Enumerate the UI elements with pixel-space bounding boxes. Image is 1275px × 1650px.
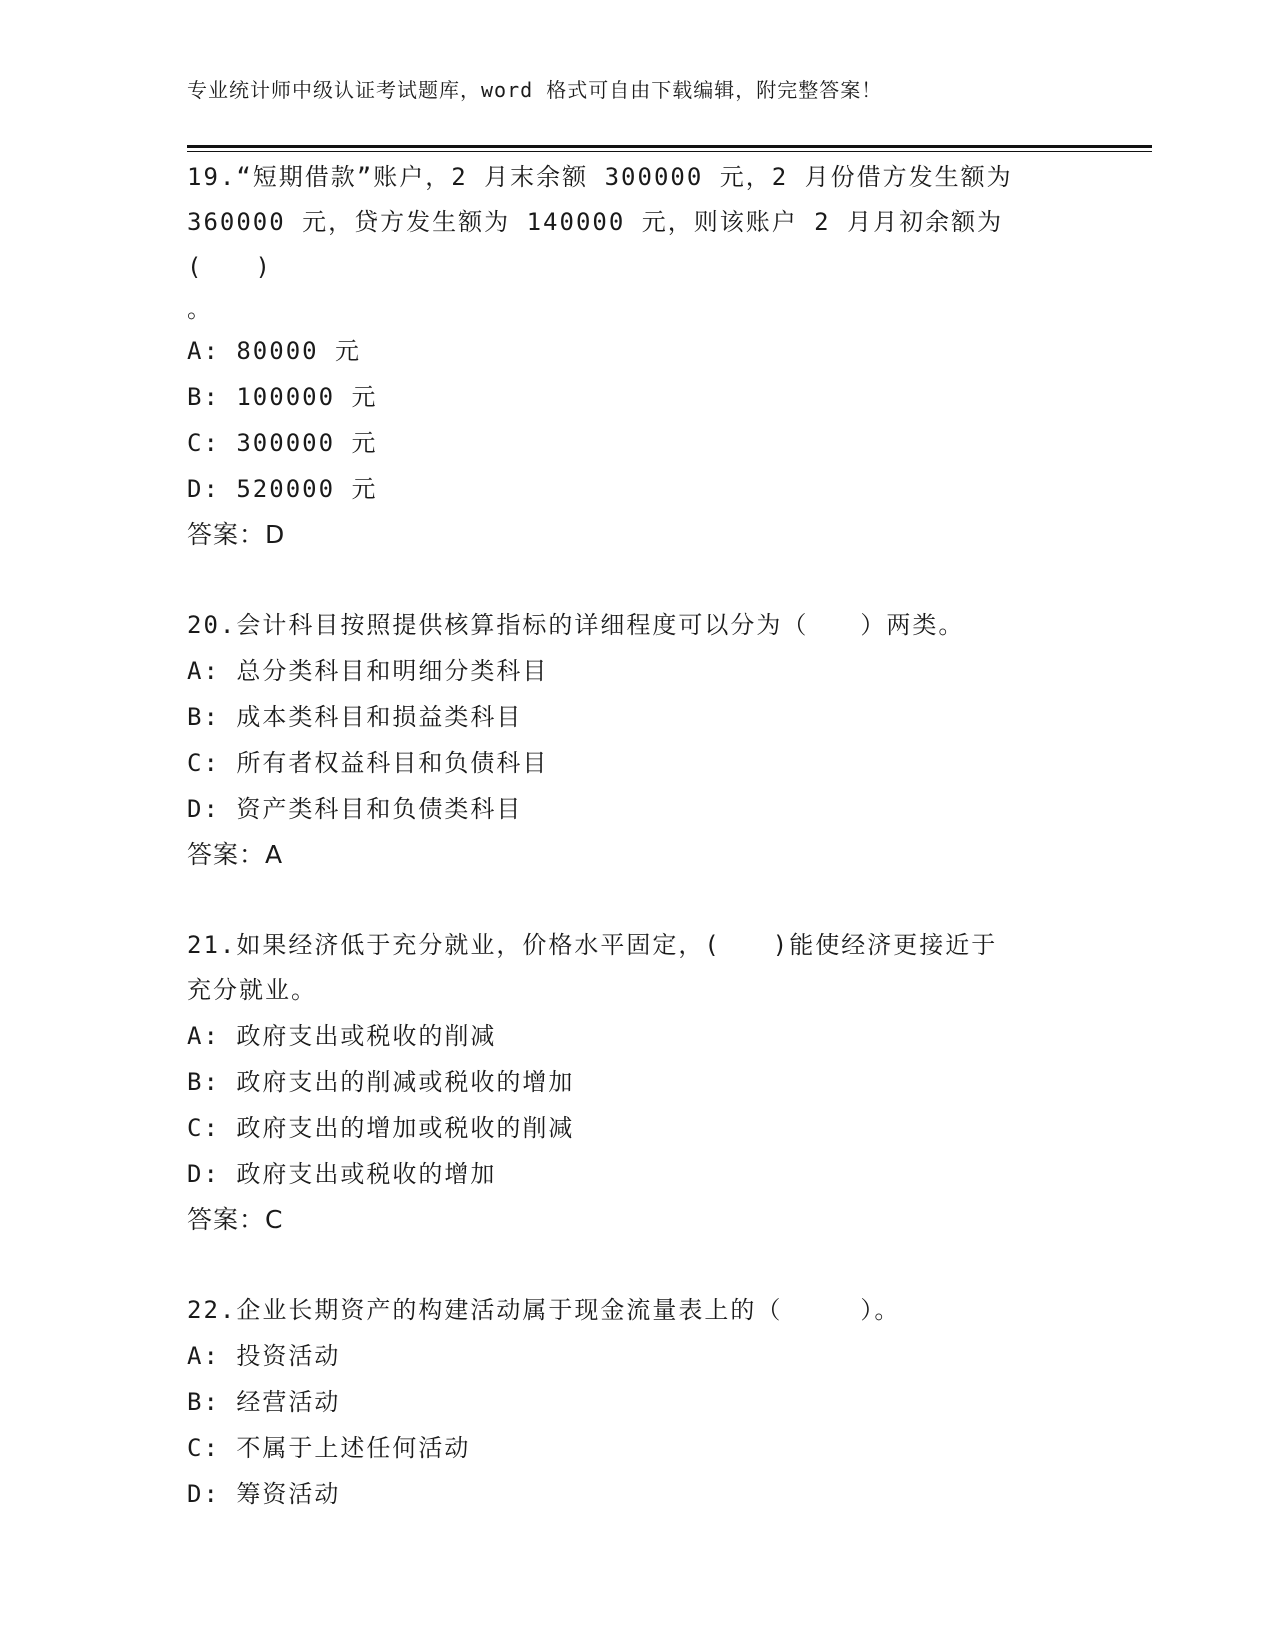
question-stem-line: 。 — [187, 295, 213, 323]
header-rule-thick — [187, 145, 1152, 148]
question-gap — [187, 1243, 1087, 1288]
option-b: B: 经营活动 — [187, 1388, 341, 1416]
question-stem-line: 21.如果经济低于充分就业，价格水平固定，( )能使经济更接近于 — [187, 931, 998, 959]
option-a: A: 总分类科目和明细分类科目 — [187, 657, 549, 685]
answer-label: 答案： — [187, 1205, 266, 1234]
question-gap — [187, 558, 1087, 603]
option-a: A: 政府支出或税收的削减 — [187, 1022, 497, 1050]
answer-line — [187, 512, 1087, 558]
question-22 — [187, 1288, 1087, 1517]
question-21 — [187, 923, 1087, 1243]
page-header: 专业统计师中级认证考试题库，word 格式可自由下载编辑，附完整答案！ — [187, 78, 883, 102]
question-stem-line: 充分就业。 — [187, 976, 317, 1004]
option-b: B: 政府支出的削减或税收的增加 — [187, 1068, 575, 1096]
question-list — [187, 155, 1087, 1517]
answer-value: A — [265, 840, 283, 869]
header-rule-thin — [187, 151, 1152, 152]
option-b: B: 100000 元 — [187, 383, 378, 411]
answer-line — [187, 1197, 1087, 1243]
question-20 — [187, 603, 1087, 878]
option-d: D: 520000 元 — [187, 475, 378, 503]
option-d: D: 筹资活动 — [187, 1480, 341, 1508]
question-19 — [187, 155, 1087, 558]
option-d: D: 政府支出或税收的增加 — [187, 1160, 497, 1188]
question-stem-line: 19.“短期借款”账户，2 月末余额 300000 元，2 月份借方发生额为 — [187, 163, 1013, 191]
question-gap — [187, 878, 1087, 923]
option-d: D: 资产类科目和负债类科目 — [187, 795, 523, 823]
option-c: C: 所有者权益科目和负债科目 — [187, 749, 549, 777]
answer-value: C — [265, 1205, 283, 1234]
question-stem-line: 360000 元，贷方发生额为 140000 元，则该账户 2 月月初余额为( ) — [187, 208, 1004, 281]
answer-line — [187, 832, 1087, 878]
option-a: A: 80000 元 — [187, 337, 362, 365]
option-a: A: 投资活动 — [187, 1342, 341, 1370]
question-stem-line: 20.会计科目按照提供核算指标的详细程度可以分为（ ）两类。 — [187, 611, 965, 639]
answer-label: 答案： — [187, 840, 266, 869]
option-c: C: 不属于上述任何活动 — [187, 1434, 471, 1462]
answer-value: D — [265, 520, 285, 549]
option-c: C: 300000 元 — [187, 429, 378, 457]
answer-label: 答案： — [187, 520, 266, 549]
option-c: C: 政府支出的增加或税收的削减 — [187, 1114, 575, 1142]
option-b: B: 成本类科目和损益类科目 — [187, 703, 523, 731]
question-stem-line: 22.企业长期资产的构建活动属于现金流量表上的（ ）。 — [187, 1296, 901, 1324]
